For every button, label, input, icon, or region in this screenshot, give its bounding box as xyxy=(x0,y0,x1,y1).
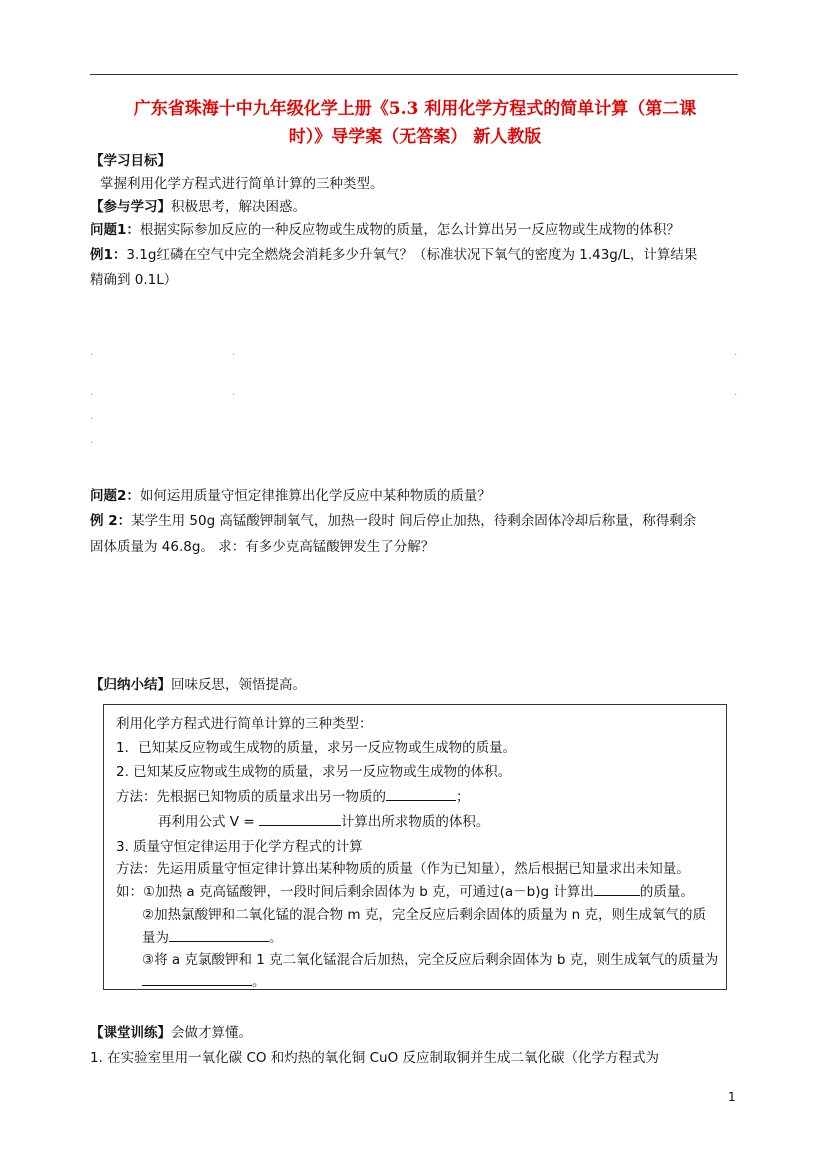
box-line-formula xyxy=(158,811,489,833)
mark-dot: · xyxy=(232,350,236,361)
example-2-text: 某学生用 50g 高锰酸钾制氧气，加热一段时 间后停止加热，待剩余固体冷却后称量，称得剩余 xyxy=(131,513,697,529)
fill-blank[interactable] xyxy=(259,811,341,826)
example-2-label: 例 2： xyxy=(90,513,132,529)
box-line-type-2: 2. 已知某反应物或生成物的质量，求另一反应物或生成物的体积。 xyxy=(116,764,512,780)
example-b-end: 。 xyxy=(269,930,283,946)
training-text: 会做才算懂。 xyxy=(171,1025,252,1041)
training-line xyxy=(90,1022,750,1044)
box-line-type-1: 1．已知某反应物或生成物的质量，求另一反应物或生成物的质量。 xyxy=(116,740,517,756)
example-a-end: 的质量。 xyxy=(639,884,694,900)
box-line-intro: 利用化学方程式进行简单计算的三种类型： xyxy=(116,716,373,732)
mark-dot: · xyxy=(90,390,94,401)
method-1-text: 方法：先根据已知物质的质量求出另一物质的 xyxy=(116,789,386,805)
question-1 xyxy=(90,219,750,241)
title-line-1: 广东省珠海十中九年级化学上册《5.3 利用化学方程式的简单计算（第二课 xyxy=(133,99,697,119)
formula-end: 计算出所求物质的体积。 xyxy=(340,814,490,830)
header-rule xyxy=(90,74,738,75)
example-2-line-1 xyxy=(90,510,750,532)
box-line-example-a xyxy=(116,881,694,903)
fill-blank[interactable] xyxy=(169,927,269,942)
fill-blank[interactable] xyxy=(142,971,252,986)
question-2 xyxy=(90,485,750,507)
example-1-line-2: 精确到 0.1L） xyxy=(90,272,178,288)
question-2-label: 问题2： xyxy=(90,488,140,504)
box-line-method-3: 方法：先运用质量守恒定律计算出某种物质的质量（作为已知量），然后根据已知量求出未知量。 xyxy=(116,861,690,877)
mark-dot: · xyxy=(734,390,738,401)
goal-text: 掌握利用化学方程式进行简单计算的三种类型。 xyxy=(100,176,384,192)
page-number: 1 xyxy=(728,1090,736,1104)
box-line-example-b-cont xyxy=(142,927,283,949)
training-heading: 【课堂训练】 xyxy=(90,1025,171,1041)
box-line-example-c: ③将 a 克氯酸钾和 1 克二氧化锰混合后加热，完全反应后剩余固体为 b 克，则生成氧气的质量为 xyxy=(142,952,719,968)
summary-line xyxy=(90,674,750,696)
participate-heading: 【参与学习】 xyxy=(90,199,171,215)
question-1-text: 根据实际参加反应的一种反应物或生成物的质量，怎么计算出另一反应物或生成物的体积？ xyxy=(139,222,680,238)
question-1-label: 问题1： xyxy=(90,222,140,238)
box-line-type-3: 3. 质量守恒定律运用于化学方程式的计算 xyxy=(116,839,363,855)
training-item-1: 1. 在实验室里用一氧化碳 CO 和灼热的氧化铜 CuO 反应制取铜并生成二氧化碳（化学方程式为 xyxy=(90,1050,659,1066)
method-1-end: ； xyxy=(456,789,470,805)
mark-dot: · xyxy=(232,390,236,401)
example-2-line-2: 固体质量为 46.8g。 求：有多少克高锰酸钾发生了分解？ xyxy=(90,539,435,555)
fill-blank[interactable] xyxy=(594,881,640,896)
box-line-method-1 xyxy=(116,786,470,808)
example-c-end: 。 xyxy=(252,974,266,990)
goal-heading: 【学习目标】 xyxy=(90,153,171,169)
box-line-example-c-cont xyxy=(142,971,266,993)
example-1-label: 例1： xyxy=(90,247,127,263)
mark-dot: · xyxy=(734,350,738,361)
summary-box xyxy=(103,704,727,990)
summary-heading: 【归纳小结】 xyxy=(90,677,171,693)
example-b-text: 量为 xyxy=(142,930,169,946)
participate-line xyxy=(90,196,750,218)
example-1-text: 3.1g红磷在空气中完全燃烧会消耗多少升氧气？（标准状况下氧气的密度为 1.43g/L，计算结果 xyxy=(126,247,698,263)
fill-blank[interactable] xyxy=(386,786,456,801)
title-line-2: 时）》导学案（无答案） 新人教版 xyxy=(288,127,542,147)
summary-text: 回味反思，领悟提高。 xyxy=(171,677,306,693)
page-title xyxy=(90,95,740,151)
box-line-example-b: ②加热氯酸钾和二氧化锰的混合物 m 克，完全反应后剩余固体的质量为 n 克，则生成氧气的质 xyxy=(142,907,706,923)
mark-dot: · xyxy=(90,438,94,449)
formula-text: 再利用公式 V = xyxy=(158,814,255,830)
mark-dot: · xyxy=(90,414,94,425)
goal-heading-line xyxy=(90,150,750,172)
mark-dot: · xyxy=(90,350,94,361)
example-a-text: 如：①加热 a 克高锰酸钾，一段时间后剩余固体为 b 克，可通过(a－b)g 计算出 xyxy=(116,884,594,900)
question-2-text: 如何运用质量守恒定律推算出化学反应中某种物质的质量？ xyxy=(139,488,491,504)
participate-text: 积极思考，解决困惑。 xyxy=(171,199,306,215)
example-1-line-1 xyxy=(90,244,750,266)
